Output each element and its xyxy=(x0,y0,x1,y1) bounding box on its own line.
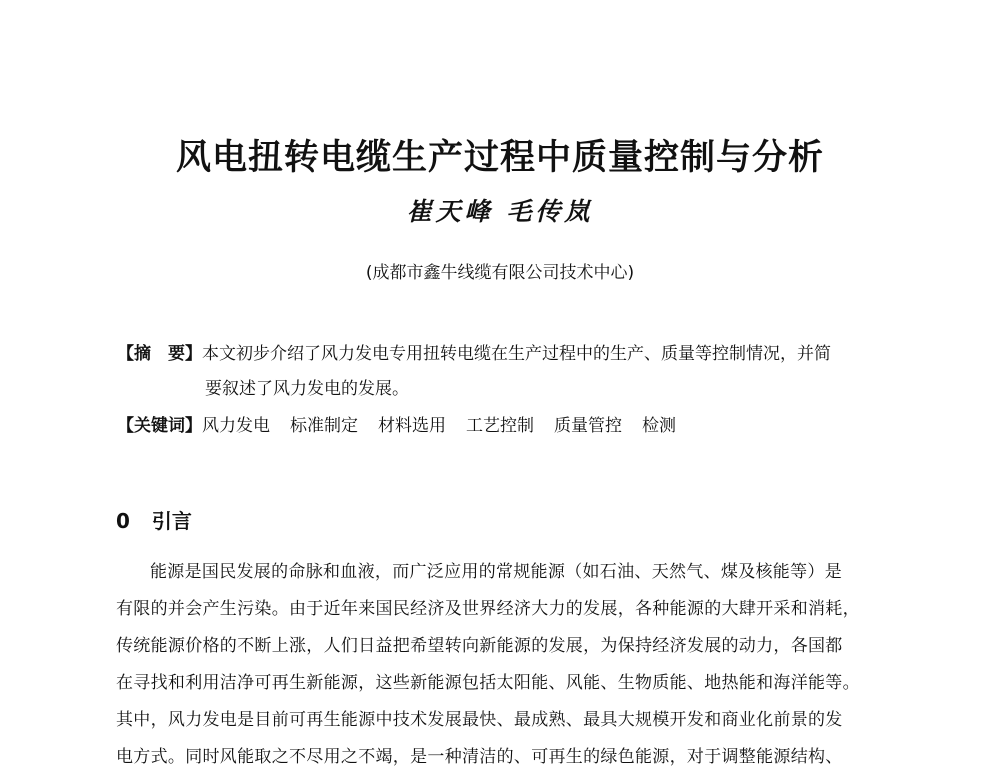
section-title: 引言 xyxy=(151,509,192,533)
keyword: 标准制定 xyxy=(290,416,358,436)
paragraph-line: 有限的并会产生污染。由于近年来国民经济及世界经济大力的发展，各种能源的大肆开采和消耗， xyxy=(116,599,860,619)
paragraph-line: 在寻找和利用洁净可再生新能源，这些新能源包括太阳能、风能、生物质能、地热能和海洋能等。 xyxy=(116,673,860,693)
keyword: 工艺控制 xyxy=(466,416,534,436)
paragraph-line: 其中，风力发电是目前可再生能源中技术发展最快、最成熟、最具大规模开发和商业化前景的发 xyxy=(116,710,843,730)
section-heading xyxy=(116,505,192,534)
abstract-first-line xyxy=(117,342,892,366)
paragraph-line: 能源是国民发展的命脉和血液，而广泛应用的常规能源（如石油、天然气、煤及核能等）是 xyxy=(150,562,842,582)
paragraph-line: 传统能源价格的不断上涨，人们日益把希望转向新能源的发展，为保持经济发展的动力，各国都 xyxy=(116,636,843,656)
abstract-text-line-1: 本文初步介绍了风力发电专用扭转电缆在生产过程中的生产、质量等控制情况，并简 xyxy=(202,344,831,364)
keywords-label: 【关键词】 xyxy=(117,416,202,436)
keyword: 风力发电 xyxy=(202,416,270,436)
author-names: 崔天峰 毛传岚 xyxy=(406,197,594,226)
paper-title: 风电扭转电缆生产过程中质量控制与分析 xyxy=(175,138,824,178)
keywords-line xyxy=(117,414,892,438)
paragraph-line: 电方式。同时风能取之不尽用之不竭，是一种清洁的、可再生的绿色能源，对于调整能源结构、 xyxy=(116,747,843,767)
keyword: 质量管控 xyxy=(554,416,622,436)
abstract-second-line: 要叙述了风力发电的发展。 xyxy=(205,379,409,399)
abstract-label: 【摘 要】 xyxy=(117,344,202,364)
author-affiliation: (成都市鑫牛线缆有限公司技术中心) xyxy=(365,263,635,283)
section-number: 0 xyxy=(116,509,130,533)
keyword: 检测 xyxy=(642,416,676,436)
keyword: 材料选用 xyxy=(378,416,446,436)
